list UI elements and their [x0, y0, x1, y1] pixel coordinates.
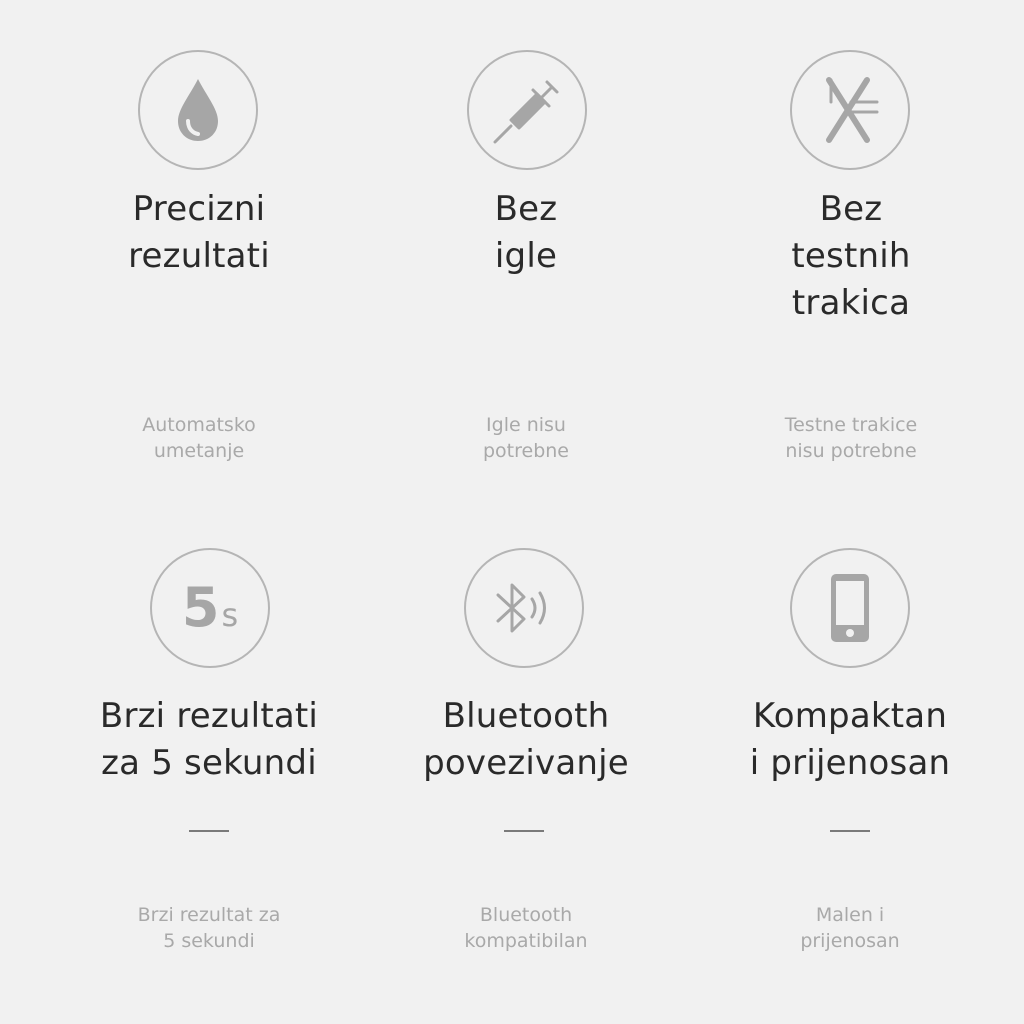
icon-unit: s [221, 596, 239, 634]
divider [504, 830, 544, 832]
feature-subtitle: Automatsko umetanje [142, 414, 256, 462]
icon-circle [790, 50, 910, 170]
feature-subtitle: Testne trakice nisu potrebne [784, 414, 918, 462]
feature-title: Bez testnih trakica [791, 189, 911, 323]
feature-title: Bez igle [494, 189, 558, 276]
feature-subtitle: Malen i prijenosan [800, 904, 900, 952]
bluetooth-icon [488, 573, 560, 643]
smartphone-icon [825, 570, 875, 646]
icon-circle [138, 50, 258, 170]
icon-circle [790, 548, 910, 668]
icon-circle [150, 548, 270, 668]
icon-circle [467, 50, 587, 170]
feature-title: Kompaktan i prijenosan [749, 696, 951, 783]
feature-subtitle: Igle nisu potrebne [482, 414, 569, 462]
feature-subtitle: Bluetooth kompatibilan [464, 904, 588, 952]
feature-title: Brzi rezultati za 5 sekundi [99, 696, 319, 783]
icon-number: 5 [181, 576, 220, 639]
syringe-icon [489, 72, 565, 148]
divider [189, 830, 229, 832]
icon-circle [464, 548, 584, 668]
feature-title: Precizni rezultati [128, 189, 270, 276]
feature-title: Bluetooth povezivanje [423, 696, 629, 783]
feature-subtitle: Brzi rezultat za 5 sekundi [137, 904, 281, 952]
five-seconds-icon [181, 576, 239, 639]
water-drop-icon [168, 75, 228, 145]
divider [830, 830, 870, 832]
crossed-test-strip-icon [815, 72, 885, 148]
